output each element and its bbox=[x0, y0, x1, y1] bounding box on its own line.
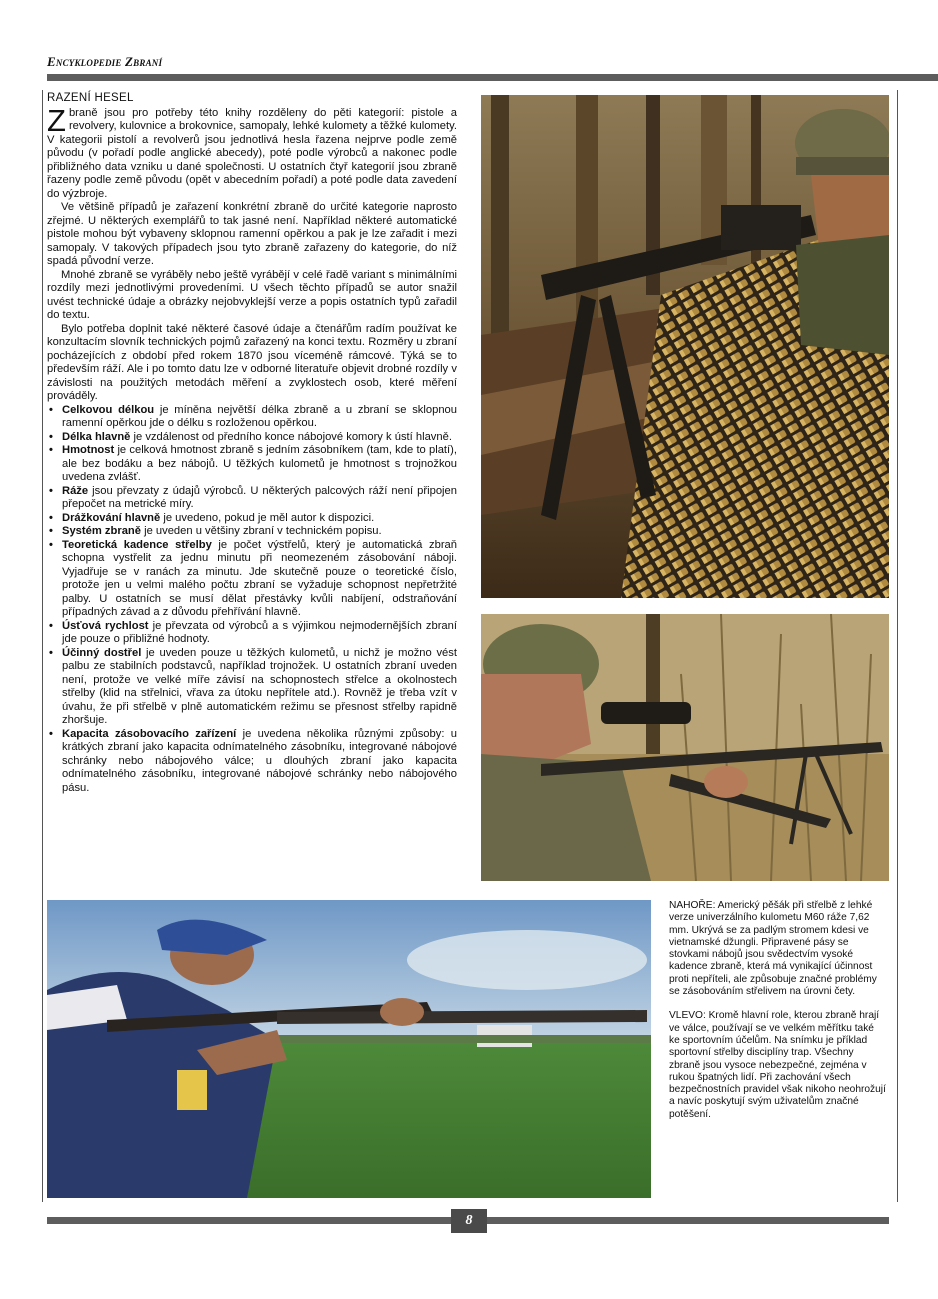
page-number: 8 bbox=[451, 1209, 487, 1233]
definition-text: je uveden u většiny zbraní v technickém popisu. bbox=[140, 525, 382, 537]
definition-item bbox=[47, 539, 457, 620]
definition-item bbox=[47, 485, 457, 512]
definition-term: Hmotnost bbox=[62, 444, 115, 456]
definition-term: Teoretická kadence střelby bbox=[62, 538, 212, 551]
definition-term: Ráže bbox=[62, 484, 89, 497]
definition-item bbox=[47, 512, 457, 526]
definition-term: Celkovou délkou bbox=[62, 403, 155, 416]
definition-list bbox=[47, 404, 457, 796]
definition-term: Systém zbraně bbox=[62, 525, 141, 537]
top-rule bbox=[47, 74, 938, 81]
caption-top: NAHOŘE: Americký pěšák při střelbě z lehké verze univerzálního kulometu M60 ráže 7,62 mm. Ukrývá se za padlým stromem kdesi ve vietnamské džungli. Připravené pásy se stovkami nábojů jsou svědectvím vysoké kadence zbraně, která má vynikající účinnost proti nepříteli, ale způsobuje značné problémy se zásobováním střelivem na úrovni čety. bbox=[669, 900, 877, 998]
definition-text: je uveden pouze u těžkých kulometů, u nichž je možno vést palbu ze stabilních podstavců, například trojnožek. U ostatních zbraní uveden není, protože ve velké míře závisí na schopnostech střelce a okolnostech střelby (klid na střelnici, vřava za útoku nepřítele atd.). Rovněž je třeba vzít v úvahu, že při střelbě v plně automatickém režimu se přesnost střelby rapidně zhoršuje. bbox=[62, 646, 457, 726]
sniper-photo bbox=[481, 614, 889, 881]
definition-text: je míněna největší délka zbraně a u zbraní se sklopnou ramenní opěrkou jde o délku s rozloženou opěrkou. bbox=[62, 403, 457, 429]
definition-text: je uvedena několika různými způsoby: u krátkých zbraní jako kapacita odnímatelného zásobníku, integrované nábojové schránky nebo nábojového válce; u dlouhých zbraní jako kapacita odnímatelného zásobníku, integrované nábojové schránky nebo nábojového pásu. bbox=[62, 727, 457, 794]
caption-left: VLEVO: Kromě hlavní role, kterou zbraně hrají ve válce, používají se ve velkém měřítku také ke sportovním účelům. Na snímku je příklad sportovní střelby disciplíny trap. Všechny zbraně jsou vysoce nebezpečné, zejména v rukou špatných lidí. Při zachování všech bezpečnostních pravidel však nikoho neohrožují a navíc poskytují svým uživatelům značné potěšení. bbox=[669, 1010, 886, 1120]
definition-term: Drážkování hlavně bbox=[62, 511, 161, 524]
drop-cap: Z bbox=[47, 102, 66, 138]
definition-term: Kapacita zásobovacího zařízení bbox=[62, 727, 237, 740]
right-margin-rule bbox=[897, 90, 898, 1202]
intro-paragraph bbox=[47, 102, 457, 202]
definition-text: je uvedeno, pokud je měl autor k dispozici. bbox=[160, 511, 375, 524]
definition-text: je počet výstřelů, který je automatická zbraň schopna vystřelit za jednu minutu při neomezeném zásobování náboji. Vyjadřuje se v ranách za minutu. Jde skutečně pouze o teoretické číslo, protože jen u velmi malého počtu zbraní se vyžaduje schopnost nepřetržité palby. U ostatních se musí dělat přestávky kvůli nabíjení, odstraňování případných závad a z důvodu přehřívání hlavně. bbox=[62, 538, 457, 618]
definition-item bbox=[47, 647, 457, 728]
trap-shooter-photo-image bbox=[47, 900, 651, 1198]
running-title: Encyklopedie Zbraní bbox=[47, 54, 163, 69]
machine-gunner-photo-image bbox=[481, 95, 889, 598]
sniper-photo-image bbox=[481, 614, 889, 881]
photo-captions bbox=[669, 900, 887, 1133]
left-margin-rule bbox=[42, 90, 43, 1202]
definition-text: je převzata od výrobců a s výjimkou nejmodernějších zbraní jde pouze o přibližné hodnoty. bbox=[62, 619, 457, 645]
section-heading: RAZENÍ HESEL bbox=[47, 92, 134, 104]
paragraph-1: braně jsou pro potřeby této knihy rozděleny do pěti kategorií: pistole a revolvery, kulovnice a brokovnice, samopaly, lehké kulomety a těžké kulomety. V kategorii pistolí a revolverů jsou jednotlivá hesla řazena nejprve podle země původu (v pořadí podle anglické abecedy), poté podle výrobců a nakonec podle přibližného data vzniku u dané společnosti. U ostatních čtyř kategorií jsou zbraně řazeny podle země původu (opět v abecedním pořadí) a poté podle data zavedení do výzbroje. bbox=[47, 106, 457, 200]
paragraph-4: Bylo potřeba doplnit také některé časové údaje a čtenářům radím používat ke konzultacím slovník technických pojmů zařazený na konci textu. Rozměry u zbraní pocházejících z období před rokem 1870 jsou víceméně rámcové. Týká se to především ráží. Ale i po tomto datu lze v odborné literatuře objevit drobné rozdíly v závislosti na použitých metodách měření a zvyklostech osob, které měření prováděly. bbox=[47, 322, 457, 402]
definition-term: Úsťová rychlost bbox=[62, 619, 149, 632]
paragraph-2: Ve většině případů je zařazení konkrétní zbraně do určité kategorie naprosto zřejmé. U některých exemplářů to tak jasné není. Například některé automatické pistole mohou být vybaveny sklopnou ramenní opěrkou a pak je lze zařadit i mezi samopaly. V takových případech jsou tyto zbraně zařazeny do kategorie, do níž spadá původní verze. bbox=[47, 201, 457, 267]
definition-item bbox=[47, 728, 457, 796]
trap-shooter-photo bbox=[47, 900, 651, 1198]
definition-term: Účinný dostřel bbox=[62, 646, 142, 659]
definition-item bbox=[47, 620, 457, 647]
definition-item bbox=[47, 525, 457, 539]
paragraph-3: Mnohé zbraně se vyráběly nebo ještě vyrábějí v celé řadě variant s minimálními rozdíly mezi jednotlivými provedeními. U všech těchto případů se autor snažil uvést technické údaje a obrázky nejobvyklejší verze a popis ostatních typů zařadil do textu. bbox=[47, 268, 457, 321]
definition-text: je vzdálenost od předního konce nábojové komory k ústí hlavně. bbox=[130, 430, 452, 443]
definition-text: je celková hmotnost zbraně s jedním zásobníkem (tam, kde to platí), ale bez bodáku a bez nábojů. U těžkých kulometů je hmotnost s trojnožkou uvedena zvlášť. bbox=[62, 444, 457, 483]
machine-gunner-photo bbox=[481, 95, 889, 598]
definition-item bbox=[47, 431, 457, 445]
main-text-column bbox=[47, 92, 457, 795]
definition-item bbox=[47, 444, 457, 485]
definition-term: Délka hlavně bbox=[62, 430, 131, 443]
definition-item bbox=[47, 404, 457, 431]
definition-text: jsou převzaty z údajů výrobců. U některých palcových ráží není připojen přepočet na metrické míry. bbox=[62, 484, 457, 510]
